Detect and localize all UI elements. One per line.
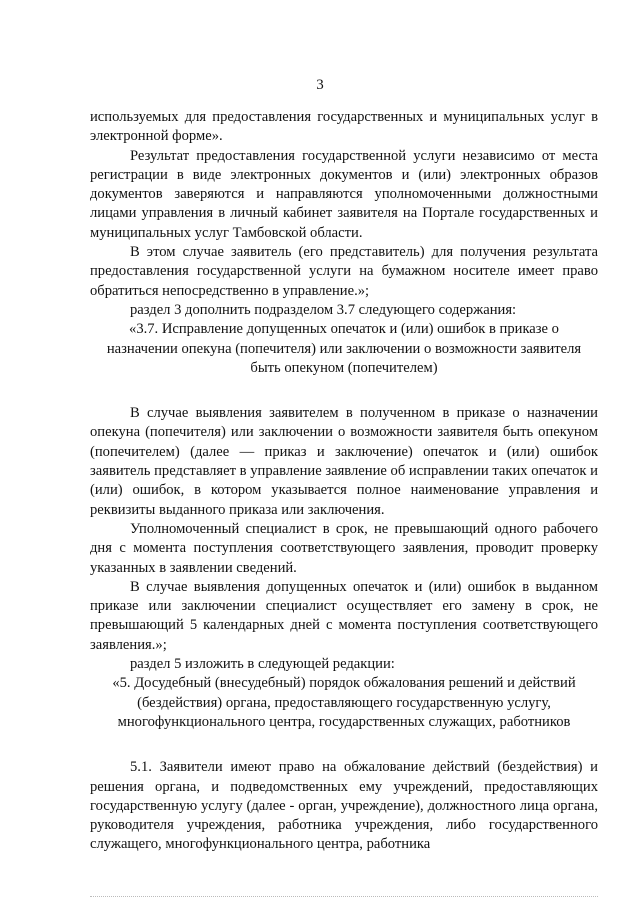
heading-subsection-3-7: «3.7. Исправление допущенных опечаток и (или) ошибок в приказе о назначении опекуна (попечителя) или заключении о возможности заявителя быть опекуном (попечителем) [106,321,582,376]
footer-divider [90,896,598,897]
paragraph-paper-result: В этом случае заявитель (его представитель) для получения результата предоставления государственной услуги на бумажном носителе имеет право обратиться непосредственно в управление.»; [90,244,598,299]
paragraph-5-1: 5.1. Заявители имеют право на обжалование действий (бездействия) и решения органа, и подведомственных ему учреждений, предоставляющих государственную услугу (далее - орган, учреждение), должностного лица органа, руководителя учреждения, работника учреждения, либо государственного служащего, многофункционального центра, работника [90,759,598,853]
heading-section-5: «5. Досудебный (внесудебный) порядок обжалования решений и действий (бездействия) органа, предоставляющего государственную услугу, многофункционального центра, государственных служащих, работников [112,675,576,730]
paragraph-section5-amendment: раздел 5 изложить в следующей редакции: [130,656,395,673]
paragraph-continuation: используемых для предоставления государственных и муниципальных услуг в электронной форме». [90,109,598,145]
paragraph-specialist-check: Уполномоченный специалист в срок, не превышающий одного рабочего дня с момента поступления соответствующего заявления, проводит проверку указанных в заявлении сведений. [90,520,598,576]
paragraph-result-delivery: Результат предоставления государственной услуги независимо от места регистрации в виде электронных документов и (или) электронных образов документов заверяются и направляются уполномоченными должностными лицами управления в личный кабинет заявителя на Портале государственных и муниципальных услуг Тамбовской области. [90,147,598,241]
document-body [90,108,598,855]
paragraph-error-detection: В случае выявления заявителем в полученном в приказе о назначении опекуна (попечителя) или заключении о возможности заявителя быть опекуном (попечителем) (далее — приказ и заключение) опечаток и (или) ошибок заявитель представляет в управление заявление об исправлении таких опечаток и (или) ошибок, в котором указывается полное наименование управления и реквизиты выданного приказа или заключения. [90,405,598,518]
page-number: 3 [316,77,324,93]
paragraph-replacement: В случае выявления допущенных опечаток и (или) ошибок в выданном приказе или заключении специалист осуществляет его замену в срок, не превышающий 5 календарных дней с момента поступления соответствующего заявления.»; [90,578,598,653]
paragraph-section3-amendment: раздел 3 дополнить подразделом 3.7 следующего содержания: [130,301,517,318]
